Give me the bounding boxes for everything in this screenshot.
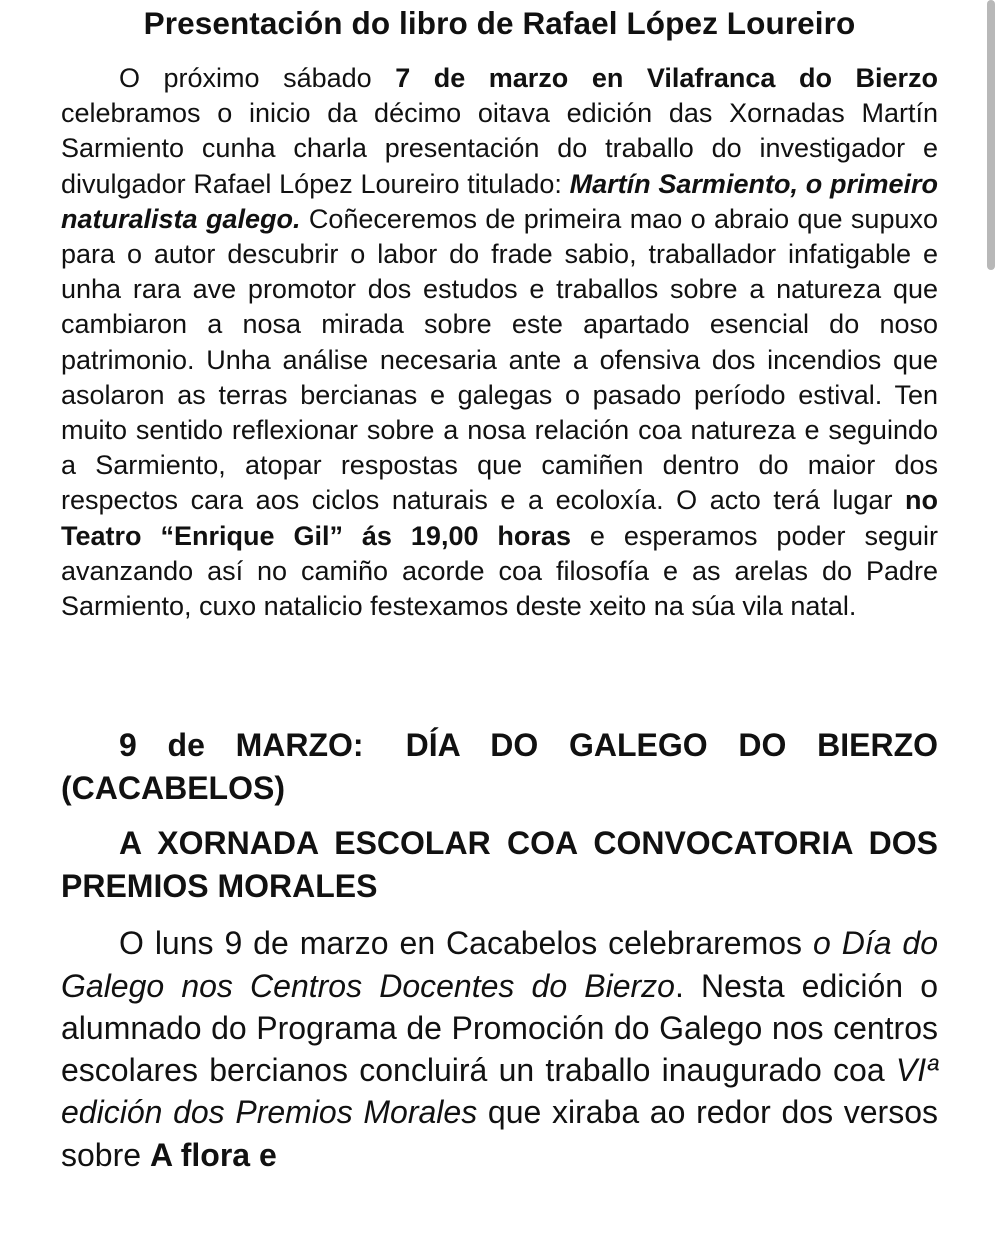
article-paragraph-2 xyxy=(61,922,938,1176)
scrollbar-thumb[interactable] xyxy=(987,0,995,270)
paragraph-text: celebramos o inicio da décimo oitava edición das Xornadas Martín Sarmiento cunha charla presentación do traballo do investigador e divulgador Rafael López Loureiro titulado: xyxy=(61,98,938,199)
section-heading-event: A XORNADA ESCOLAR COA CONVOCATORIA DOS PREMIOS MORALES xyxy=(61,825,938,905)
section-heading-date xyxy=(61,724,938,810)
event-venue-time: no Teatro “Enrique Gil” ás 19,00 horas xyxy=(61,485,938,551)
paragraph-text: que xiraba ao redor dos versos sobre xyxy=(61,1094,939,1173)
paragraph-text: O próximo sábado xyxy=(119,63,396,93)
paragraph-text: Coñeceremos de primeira mao o abraio que supuxo para o autor descubrir o labor do frade sabio, traballador infatigable e unha rara ave promotor dos estudos e traballos sobre a natureza que cambiaron a nosa mirada sobre este apartado esencial do noso patrimonio. Unha análise necesaria ante a ofensiva dos incendios que asolaron as terras bercianas e galegas o pasado período estival. Ten muito sentido reflexionar sobre a nosa relación coa natureza e seguindo a Sarmiento, atopar respostas que camiñen dentro do maior dos respectos cara aos ciclos naturais e a ecoloxía. O acto terá lugar xyxy=(61,203,938,516)
book-title: Martín Sarmiento, o primeiro naturalista galego. xyxy=(61,168,938,234)
awards-edition: VIª edición dos Premios Morales xyxy=(61,1052,938,1131)
heading-date: 9 de MARZO: xyxy=(119,727,364,764)
paragraph-text: O luns 9 de marzo en Cacabelos celebraremos xyxy=(119,925,813,962)
heading-event: DÍA DO GALEGO DO BIERZO (CACABELOS) xyxy=(61,727,938,807)
event-date-location: 7 de marzo en Vilafranca do Bierzo xyxy=(395,63,938,93)
event-name: o Día do Galego nos Centros Docentes do Bierzo xyxy=(61,925,939,1004)
document-page xyxy=(61,0,938,1176)
poem-topic: A flora e xyxy=(149,1136,277,1173)
paragraph-text: . Nesta edición o alumnado do Programa de Promoción do Galego nos centros escolares bercianos concluirá un traballo inaugurado coa xyxy=(61,967,938,1089)
article-paragraph xyxy=(61,61,938,624)
article-title: Presentación do libro de Rafael López Loureiro xyxy=(143,5,856,41)
paragraph-text: e esperamos poder seguir avanzando así no camiño acorde coa filosofía e as arelas do Padre Sarmiento, cuxo natalicio festexamos deste xeito na súa vila natal. xyxy=(61,520,938,622)
